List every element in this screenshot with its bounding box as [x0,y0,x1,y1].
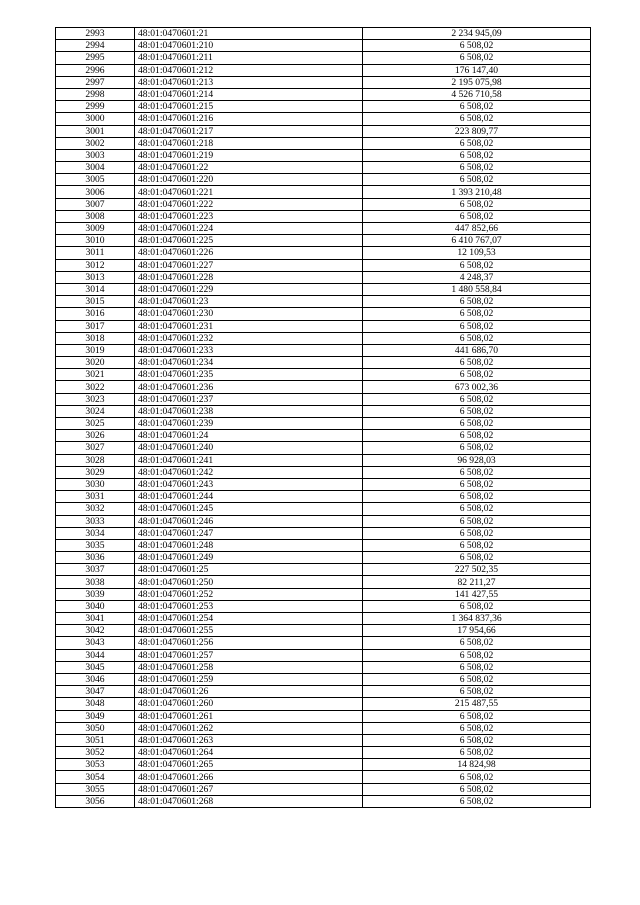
row-number-cell: 2998 [56,88,135,100]
table-row [56,271,591,283]
cadastral-number-cell: 48:01:0470601:231 [135,320,363,332]
table-row [56,162,591,174]
row-number-cell: 3020 [56,357,135,369]
cadastral-value-cell: 12 109,53 [363,247,591,259]
cadastral-number-cell: 48:01:0470601:257 [135,649,363,661]
row-number-cell: 3034 [56,527,135,539]
row-number-cell: 3026 [56,430,135,442]
table-row [56,564,591,576]
table-row [56,149,591,161]
cadastral-number-cell: 48:01:0470601:239 [135,418,363,430]
row-number-cell: 3047 [56,686,135,698]
cadastral-number-cell: 48:01:0470601:261 [135,710,363,722]
row-number-cell: 3012 [56,259,135,271]
table-row [56,113,591,125]
row-number-cell: 3027 [56,442,135,454]
table-row [56,283,591,295]
cadastral-number-cell: 48:01:0470601:245 [135,503,363,515]
row-number-cell: 3022 [56,381,135,393]
cadastral-number-cell: 48:01:0470601:263 [135,734,363,746]
cadastral-value-cell: 6 508,02 [363,442,591,454]
row-number-cell: 3025 [56,418,135,430]
cadastral-number-cell: 48:01:0470601:267 [135,783,363,795]
table-row [56,235,591,247]
cadastral-number-cell: 48:01:0470601:249 [135,552,363,564]
cadastral-value-cell: 6 508,02 [363,369,591,381]
row-number-cell: 3040 [56,600,135,612]
table-row [56,308,591,320]
row-number-cell: 3003 [56,149,135,161]
cadastral-value-cell: 6 508,02 [363,174,591,186]
cadastral-number-cell: 48:01:0470601:210 [135,40,363,52]
row-number-cell: 3021 [56,369,135,381]
row-number-cell: 2995 [56,52,135,64]
table-row [56,52,591,64]
cadastral-value-cell: 6 508,02 [363,259,591,271]
table-row [56,296,591,308]
cadastral-number-cell: 48:01:0470601:211 [135,52,363,64]
cadastral-number-cell: 48:01:0470601:224 [135,223,363,235]
row-number-cell: 3033 [56,515,135,527]
cadastral-number-cell: 48:01:0470601:265 [135,759,363,771]
row-number-cell: 3050 [56,722,135,734]
cadastral-number-cell: 48:01:0470601:227 [135,259,363,271]
row-number-cell: 3010 [56,235,135,247]
cadastral-value-cell: 6 508,02 [363,527,591,539]
cadastral-number-cell: 48:01:0470601:222 [135,198,363,210]
row-number-cell: 3048 [56,698,135,710]
table-row [56,637,591,649]
row-number-cell: 3013 [56,271,135,283]
row-number-cell: 3024 [56,405,135,417]
row-number-cell: 3032 [56,503,135,515]
table-row [56,405,591,417]
cadastral-value-cell: 141 427,55 [363,588,591,600]
table-row [56,710,591,722]
cadastral-value-cell: 6 508,02 [363,552,591,564]
table-row [56,734,591,746]
cadastral-number-cell: 48:01:0470601:217 [135,125,363,137]
cadastral-value-cell: 6 508,02 [363,113,591,125]
cadastral-value-cell: 1 393 210,48 [363,186,591,198]
table-row [56,466,591,478]
row-number-cell: 3015 [56,296,135,308]
row-number-cell: 3014 [56,283,135,295]
cadastral-number-cell: 48:01:0470601:215 [135,101,363,113]
table-row [56,552,591,564]
row-number-cell: 3039 [56,588,135,600]
row-number-cell: 3009 [56,223,135,235]
cadastral-number-cell: 48:01:0470601:213 [135,76,363,88]
cadastral-value-cell: 6 508,02 [363,747,591,759]
table-row [56,600,591,612]
cadastral-number-cell: 48:01:0470601:219 [135,149,363,161]
cadastral-value-cell: 96 928,03 [363,454,591,466]
cadastral-value-cell: 6 508,02 [363,137,591,149]
table-row [56,442,591,454]
row-number-cell: 3051 [56,734,135,746]
cadastral-value-cell: 6 508,02 [363,734,591,746]
cadastral-value-cell: 215 487,55 [363,698,591,710]
cadastral-value-cell: 6 508,02 [363,637,591,649]
table-row [56,40,591,52]
row-number-cell: 3031 [56,491,135,503]
cadastral-value-cell: 441 686,70 [363,344,591,356]
cadastral-number-cell: 48:01:0470601:255 [135,625,363,637]
row-number-cell: 3011 [56,247,135,259]
cadastral-value-cell: 447 852,66 [363,223,591,235]
row-number-cell: 3052 [56,747,135,759]
cadastral-value-cell: 6 508,02 [363,783,591,795]
table-row [56,759,591,771]
cadastral-number-cell: 48:01:0470601:240 [135,442,363,454]
table-row [56,344,591,356]
table-row [56,661,591,673]
cadastral-number-cell: 48:01:0470601:234 [135,357,363,369]
row-number-cell: 3036 [56,552,135,564]
table-row [56,515,591,527]
cadastral-value-cell: 6 508,02 [363,418,591,430]
cadastral-value-cell: 6 508,02 [363,771,591,783]
cadastral-value-cell: 4 526 710,58 [363,88,591,100]
cadastral-value-cell: 6 508,02 [363,162,591,174]
cadastral-value-cell: 2 195 075,98 [363,76,591,88]
cadastral-value-cell: 6 508,02 [363,101,591,113]
table-row [56,247,591,259]
row-number-cell: 3043 [56,637,135,649]
cadastral-value-cell: 6 508,02 [363,332,591,344]
table-row [56,613,591,625]
table-row [56,101,591,113]
cadastral-number-cell: 48:01:0470601:26 [135,686,363,698]
cadastral-value-cell: 6 508,02 [363,40,591,52]
table-row [56,186,591,198]
cadastral-value-cell: 6 508,02 [363,661,591,673]
cadastral-number-cell: 48:01:0470601:268 [135,795,363,807]
row-number-cell: 3045 [56,661,135,673]
table-row [56,576,591,588]
row-number-cell: 3049 [56,710,135,722]
cadastral-value-cell: 6 508,02 [363,503,591,515]
table-row [56,393,591,405]
row-number-cell: 3038 [56,576,135,588]
cadastral-number-cell: 48:01:0470601:241 [135,454,363,466]
cadastral-number-cell: 48:01:0470601:262 [135,722,363,734]
cadastral-number-cell: 48:01:0470601:232 [135,332,363,344]
table-row [56,64,591,76]
table-row [56,747,591,759]
cadastral-value-cell: 6 508,02 [363,466,591,478]
cadastral-value-cell: 6 508,02 [363,52,591,64]
cadastral-value-table [55,27,591,808]
row-number-cell: 3007 [56,198,135,210]
table-row [56,369,591,381]
cadastral-value-cell: 673 002,36 [363,381,591,393]
table-row [56,381,591,393]
row-number-cell: 3023 [56,393,135,405]
cadastral-number-cell: 48:01:0470601:214 [135,88,363,100]
table-row [56,771,591,783]
row-number-cell: 3008 [56,210,135,222]
table-row [56,478,591,490]
cadastral-number-cell: 48:01:0470601:247 [135,527,363,539]
table-row [56,539,591,551]
table-row [56,722,591,734]
cadastral-number-cell: 48:01:0470601:223 [135,210,363,222]
cadastral-value-cell: 1 480 558,84 [363,283,591,295]
table-row [56,430,591,442]
table-row [56,88,591,100]
row-number-cell: 3028 [56,454,135,466]
cadastral-value-cell: 176 147,40 [363,64,591,76]
cadastral-value-cell: 17 954,66 [363,625,591,637]
row-number-cell: 3016 [56,308,135,320]
table-row [56,698,591,710]
cadastral-number-cell: 48:01:0470601:230 [135,308,363,320]
row-number-cell: 2996 [56,64,135,76]
cadastral-value-cell: 6 508,02 [363,198,591,210]
cadastral-value-cell: 2 234 945,09 [363,28,591,40]
table-row [56,686,591,698]
cadastral-number-cell: 48:01:0470601:225 [135,235,363,247]
cadastral-number-cell: 48:01:0470601:254 [135,613,363,625]
cadastral-number-cell: 48:01:0470601:246 [135,515,363,527]
row-number-cell: 3006 [56,186,135,198]
row-number-cell: 2999 [56,101,135,113]
cadastral-number-cell: 48:01:0470601:218 [135,137,363,149]
cadastral-number-cell: 48:01:0470601:233 [135,344,363,356]
cadastral-value-cell: 6 508,02 [363,686,591,698]
cadastral-value-cell: 6 508,02 [363,515,591,527]
table-row [56,137,591,149]
table-row [56,125,591,137]
cadastral-number-cell: 48:01:0470601:212 [135,64,363,76]
cadastral-number-cell: 48:01:0470601:250 [135,576,363,588]
row-number-cell: 3035 [56,539,135,551]
cadastral-number-cell: 48:01:0470601:256 [135,637,363,649]
cadastral-value-cell: 223 809,77 [363,125,591,137]
cadastral-number-cell: 48:01:0470601:228 [135,271,363,283]
row-number-cell: 3017 [56,320,135,332]
cadastral-number-cell: 48:01:0470601:243 [135,478,363,490]
row-number-cell: 3054 [56,771,135,783]
cadastral-number-cell: 48:01:0470601:237 [135,393,363,405]
cadastral-number-cell: 48:01:0470601:260 [135,698,363,710]
table-row [56,76,591,88]
cadastral-number-cell: 48:01:0470601:248 [135,539,363,551]
table-body [56,28,591,808]
cadastral-number-cell: 48:01:0470601:259 [135,673,363,685]
table-row [56,454,591,466]
row-number-cell: 3053 [56,759,135,771]
cadastral-value-cell: 14 824,98 [363,759,591,771]
cadastral-value-cell: 6 508,02 [363,149,591,161]
cadastral-value-cell: 6 508,02 [363,710,591,722]
cadastral-value-cell: 6 508,02 [363,308,591,320]
cadastral-number-cell: 48:01:0470601:266 [135,771,363,783]
cadastral-value-cell: 6 508,02 [363,600,591,612]
cadastral-value-cell: 6 508,02 [363,722,591,734]
row-number-cell: 3029 [56,466,135,478]
cadastral-number-cell: 48:01:0470601:252 [135,588,363,600]
cadastral-number-cell: 48:01:0470601:258 [135,661,363,673]
row-number-cell: 2997 [56,76,135,88]
table-row [56,503,591,515]
cadastral-value-cell: 6 508,02 [363,673,591,685]
row-number-cell: 3037 [56,564,135,576]
table-row [56,418,591,430]
cadastral-number-cell: 48:01:0470601:23 [135,296,363,308]
table-row [56,491,591,503]
table-row [56,28,591,40]
table-row [56,223,591,235]
table-row [56,588,591,600]
cadastral-value-cell: 6 508,02 [363,393,591,405]
row-number-cell: 3041 [56,613,135,625]
cadastral-value-cell: 6 508,02 [363,649,591,661]
row-number-cell: 2994 [56,40,135,52]
cadastral-number-cell: 48:01:0470601:21 [135,28,363,40]
cadastral-value-cell: 6 508,02 [363,478,591,490]
cadastral-number-cell: 48:01:0470601:264 [135,747,363,759]
cadastral-value-cell: 6 508,02 [363,430,591,442]
cadastral-number-cell: 48:01:0470601:235 [135,369,363,381]
cadastral-value-cell: 6 508,02 [363,296,591,308]
cadastral-value-cell: 6 508,02 [363,210,591,222]
row-number-cell: 3030 [56,478,135,490]
cadastral-value-cell: 6 508,02 [363,795,591,807]
cadastral-value-cell: 1 364 837,36 [363,613,591,625]
cadastral-number-cell: 48:01:0470601:238 [135,405,363,417]
table-row [56,783,591,795]
table-row [56,649,591,661]
row-number-cell: 3005 [56,174,135,186]
cadastral-number-cell: 48:01:0470601:24 [135,430,363,442]
table-row [56,527,591,539]
row-number-cell: 3018 [56,332,135,344]
row-number-cell: 3044 [56,649,135,661]
cadastral-number-cell: 48:01:0470601:221 [135,186,363,198]
cadastral-value-cell: 6 508,02 [363,491,591,503]
row-number-cell: 3055 [56,783,135,795]
cadastral-value-cell: 4 248,37 [363,271,591,283]
row-number-cell: 3046 [56,673,135,685]
row-number-cell: 3000 [56,113,135,125]
cadastral-value-cell: 6 508,02 [363,357,591,369]
cadastral-number-cell: 48:01:0470601:229 [135,283,363,295]
table-row [56,332,591,344]
row-number-cell: 3042 [56,625,135,637]
table-row [56,198,591,210]
cadastral-number-cell: 48:01:0470601:216 [135,113,363,125]
cadastral-number-cell: 48:01:0470601:236 [135,381,363,393]
table-row [56,259,591,271]
row-number-cell: 3002 [56,137,135,149]
cadastral-number-cell: 48:01:0470601:253 [135,600,363,612]
table-row [56,320,591,332]
table-row [56,795,591,807]
row-number-cell: 3004 [56,162,135,174]
row-number-cell: 3056 [56,795,135,807]
row-number-cell: 2993 [56,28,135,40]
table-row [56,625,591,637]
cadastral-number-cell: 48:01:0470601:226 [135,247,363,259]
cadastral-number-cell: 48:01:0470601:25 [135,564,363,576]
row-number-cell: 3001 [56,125,135,137]
cadastral-number-cell: 48:01:0470601:244 [135,491,363,503]
cadastral-value-cell: 6 410 767,07 [363,235,591,247]
cadastral-value-cell: 6 508,02 [363,320,591,332]
cadastral-number-cell: 48:01:0470601:242 [135,466,363,478]
cadastral-value-cell: 6 508,02 [363,405,591,417]
row-number-cell: 3019 [56,344,135,356]
cadastral-value-cell: 82 211,27 [363,576,591,588]
cadastral-value-cell: 6 508,02 [363,539,591,551]
cadastral-number-cell: 48:01:0470601:220 [135,174,363,186]
cadastral-number-cell: 48:01:0470601:22 [135,162,363,174]
table-row [56,673,591,685]
table-row [56,357,591,369]
table-row [56,210,591,222]
cadastral-value-cell: 227 502,35 [363,564,591,576]
table-row [56,174,591,186]
